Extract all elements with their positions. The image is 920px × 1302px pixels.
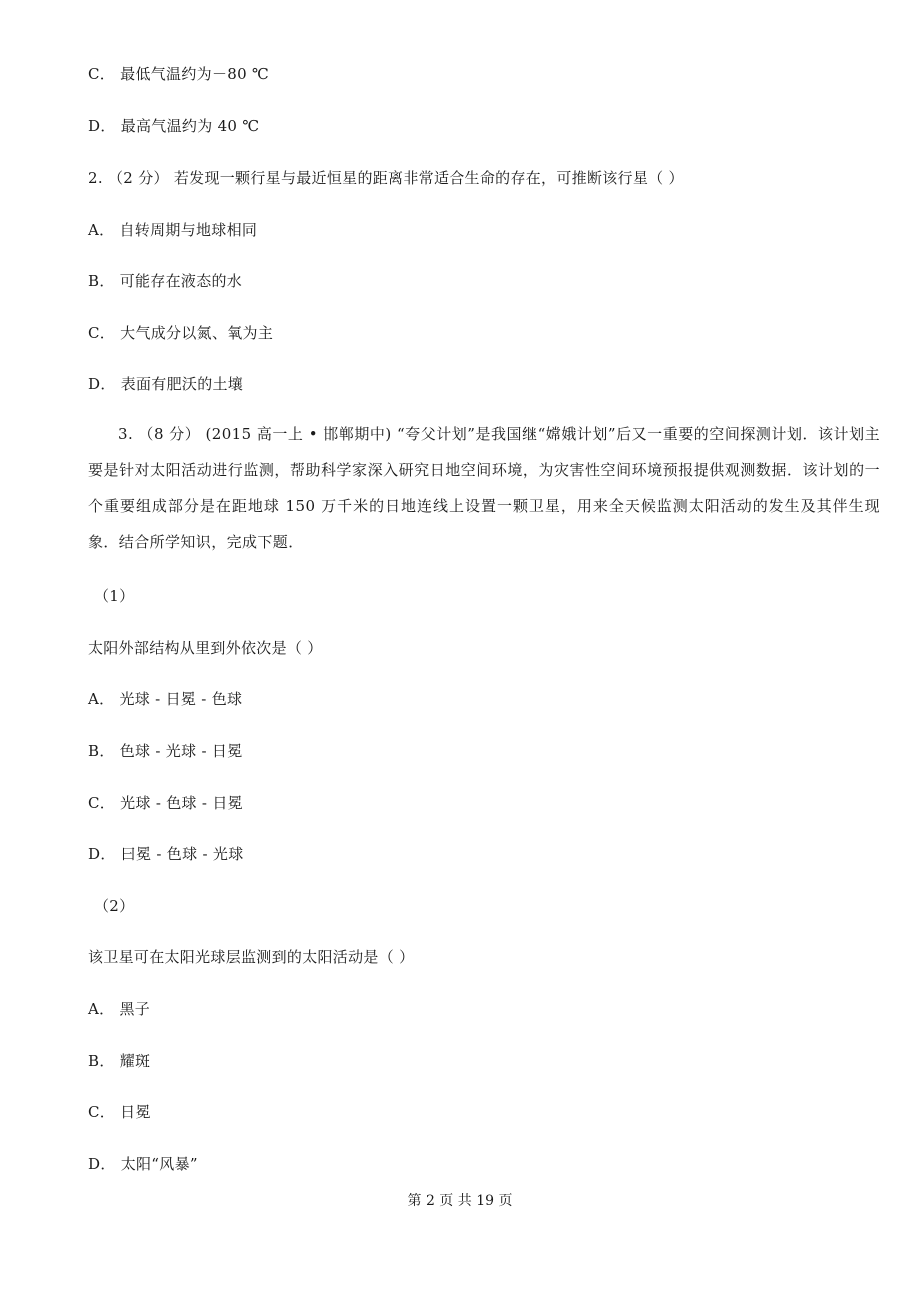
q1-option-d: D． 最高气温约为 40 ℃ [88, 117, 260, 135]
q3-sub1-option-b: B． 色球 - 光球 - 日冕 [88, 742, 243, 760]
q3-sub2-option-d: D． 太阳“风暴” [88, 1155, 198, 1173]
q2-option-a: A． 自转周期与地球相同 [88, 221, 258, 239]
q2-stem: 2. （2 分） 若发现一颗行星与最近恒星的距离非常适合生命的存在，可推断该行星（ ） [88, 169, 684, 187]
q3-sub1-option-a: A． 光球 - 日冕 - 色球 [88, 690, 243, 708]
q1-option-c: C． 最低气温约为－80 ℃ [88, 65, 270, 83]
q3-sub2-option-c: C． 日冕 [88, 1103, 151, 1121]
q3-stem: 3. （8 分） (2015 高一上 • 邯郸期中) “夸父计划”是我国继“嫦娥计划”后又一重要的空间探测计划．该计划主要是针对太阳活动进行监测，帮助科学家深入研究日地空间环境，为灾害性空间环境预报提供观测数据．该计划的一个重要组成部分是在距地球 150 万千米的日地连线上设置一颗卫星，用来全天候监测太阳活动的发生及其伴生现象．结合所学知识，完成下题． [88, 425, 880, 551]
q3-sub1-stem: 太阳外部结构从里到外依次是（ ） [88, 639, 323, 657]
q3-sub2-number: （2） [94, 897, 135, 915]
q3-sub1-number: （1） [94, 587, 135, 605]
q3-sub2-option-a: A． 黑子 [88, 1000, 151, 1018]
q3-sub2-stem: 该卫星可在太阳光球层监测到的太阳活动是（ ） [88, 948, 415, 966]
q2-option-c: C． 大气成分以氮、氧为主 [88, 324, 274, 342]
q3-sub1-option-c: C． 光球 - 色球 - 日冕 [88, 794, 243, 812]
q3-sub1-option-d: D． 曰冕 - 色球 - 光球 [88, 845, 244, 863]
q2-option-b: B． 可能存在液态的水 [88, 272, 243, 290]
q2-option-d: D． 表面有肥沃的土壤 [88, 375, 244, 393]
q3-sub2-option-b: B． 耀斑 [88, 1052, 151, 1070]
page-footer: 第 2 页 共 19 页 [407, 1193, 513, 1209]
